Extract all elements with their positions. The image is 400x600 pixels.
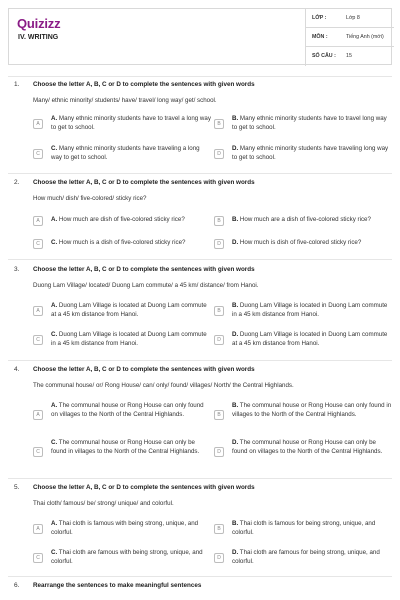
quizizz-logo: Quizizz <box>17 16 61 31</box>
option-d-text: D. Thai cloth are famous for being strong, unique, and colorful. <box>232 549 380 565</box>
option-a-text: A. How much are dish of five-colored sticky rice? <box>51 216 185 223</box>
option-c-checkbox[interactable]: C <box>33 335 43 345</box>
divider <box>8 576 392 577</box>
option-d-checkbox[interactable]: D <box>214 553 224 563</box>
option-c-text: C. The communal house or Rong House can only be found in villages to the North of the Central Highlands. <box>51 439 200 455</box>
option-c-checkbox[interactable]: C <box>33 149 43 159</box>
question-prompt: How much/ dish/ five-colored/ sticky rice? <box>33 195 147 202</box>
question-number: 2. <box>14 179 20 186</box>
option-b-text: B. Thai cloth is famous for being strong, unique, and colorful. <box>232 520 376 536</box>
meta-value: Tiếng Anh (mới) <box>346 34 384 40</box>
option-b-text: B. The communal house or Rong House can only found in villages to the North of the Central Highlands. <box>232 402 392 418</box>
option-b-text: B. Duong Lam Village is located in Duong Lam commute in a 45 km distance from Hanoi. <box>232 302 388 318</box>
meta-label: MÔN : <box>312 34 328 40</box>
option-c-checkbox[interactable]: C <box>33 447 43 457</box>
option-c-text: C. Thai cloth are famous with being strong, unique, and colorful. <box>51 549 203 565</box>
question-prompt: Thai cloth/ famous/ be/ strong/ unique/ and colorful. <box>33 500 174 507</box>
option-b-checkbox[interactable]: B <box>214 410 224 420</box>
option-d-checkbox[interactable]: D <box>214 447 224 457</box>
option-d-text: D. Many ethnic minority students have traveling long way to get to school. <box>232 145 389 161</box>
option-a-text: A. The communal house or Rong House can only found on villages to the North of the Central Highlands. <box>51 402 204 418</box>
question-number: 6. <box>14 582 20 589</box>
meta-row-class <box>306 9 394 28</box>
divider <box>8 478 392 479</box>
option-a-checkbox[interactable]: A <box>33 216 43 226</box>
option-c-text: C. Many ethnic minority students have traveling a long way to get to school. <box>51 145 200 161</box>
question-number: 1. <box>14 81 20 88</box>
meta-value: Lớp 8 <box>346 15 360 21</box>
meta-row-subject <box>306 28 394 47</box>
worksheet-header <box>8 8 392 65</box>
option-b-text: B. Many ethnic minority students have to travel long way to get to school. <box>232 115 387 131</box>
option-b-text: B. How much are a dish of five-colored sticky rice? <box>232 216 371 223</box>
question-number: 3. <box>14 266 20 273</box>
option-b-checkbox[interactable]: B <box>214 119 224 129</box>
option-b-checkbox[interactable]: B <box>214 306 224 316</box>
option-b-checkbox[interactable]: B <box>214 524 224 534</box>
question-prompt: The communal house/ or/ Rong House/ can/ only/ found/ villages/ North/ the Central Highlands. <box>33 382 294 389</box>
question-instruction: Choose the letter A, B, C or D to complete the sentences with given words <box>33 484 255 491</box>
divider <box>8 360 392 361</box>
meta-label: LỚP : <box>312 15 327 21</box>
divider <box>8 259 392 260</box>
question-number: 5. <box>14 484 20 491</box>
divider <box>8 76 392 77</box>
meta-value: 15 <box>346 53 352 59</box>
option-a-checkbox[interactable]: A <box>33 119 43 129</box>
option-a-text: A. Many ethnic minority students have to travel a long way to get to school. <box>51 115 211 131</box>
option-a-text: A. Duong Lam Village is located at Duong Lam commute at a 45 km distance from Hanoi. <box>51 302 207 318</box>
question-instruction: Choose the letter A, B, C or D to complete the sentences with given words <box>33 266 255 273</box>
option-b-checkbox[interactable]: B <box>214 216 224 226</box>
question-prompt: Duong Lam Village/ located/ Duong Lam commute/ a 45 km/ distance/ from Hanoi. <box>33 282 259 289</box>
option-d-text: D. Duong Lam Village is located in Duong Lam commute at a 45 km distance from Hanoi. <box>232 331 388 347</box>
question-instruction: Rearrange the sentences to make meaningful sentences <box>33 582 202 589</box>
question-instruction: Choose the letter A, B, C or D to complete the sentences with given words <box>33 366 255 373</box>
option-d-checkbox[interactable]: D <box>214 335 224 345</box>
question-instruction: Choose the letter A, B, C or D to complete the sentences with given words <box>33 179 255 186</box>
option-d-text: D. How much is dish of five-colored sticky rice? <box>232 239 362 246</box>
option-c-checkbox[interactable]: C <box>33 239 43 249</box>
question-prompt: Many/ ethnic minority/ students/ have/ travel/ long way/ get/ school. <box>33 97 217 104</box>
option-d-checkbox[interactable]: D <box>214 239 224 249</box>
option-c-text: C. How much is a dish of five-colored sticky rice? <box>51 239 186 246</box>
option-c-text: C. Duong Lam Village is located at Duong Lam commute in a 45 km distance from Hanoi. <box>51 331 207 347</box>
meta-row-count <box>306 47 394 66</box>
question-number: 4. <box>14 366 20 373</box>
option-c-checkbox[interactable]: C <box>33 553 43 563</box>
option-a-checkbox[interactable]: A <box>33 410 43 420</box>
option-a-text: A. Thai cloth is famous with being strong, unique, and colorful. <box>51 520 199 536</box>
option-d-checkbox[interactable]: D <box>214 149 224 159</box>
question-instruction: Choose the letter A, B, C or D to complete the sentences with given words <box>33 81 255 88</box>
divider <box>8 173 392 174</box>
option-a-checkbox[interactable]: A <box>33 306 43 316</box>
worksheet-title: IV. WRITING <box>18 34 59 41</box>
meta-label: SỐ CÂU : <box>312 53 336 59</box>
option-d-text: D. The communal house or Rong House can only be found on villages to the North of the Central Highlands. <box>232 439 383 455</box>
worksheet-meta <box>305 9 393 66</box>
option-a-checkbox[interactable]: A <box>33 524 43 534</box>
